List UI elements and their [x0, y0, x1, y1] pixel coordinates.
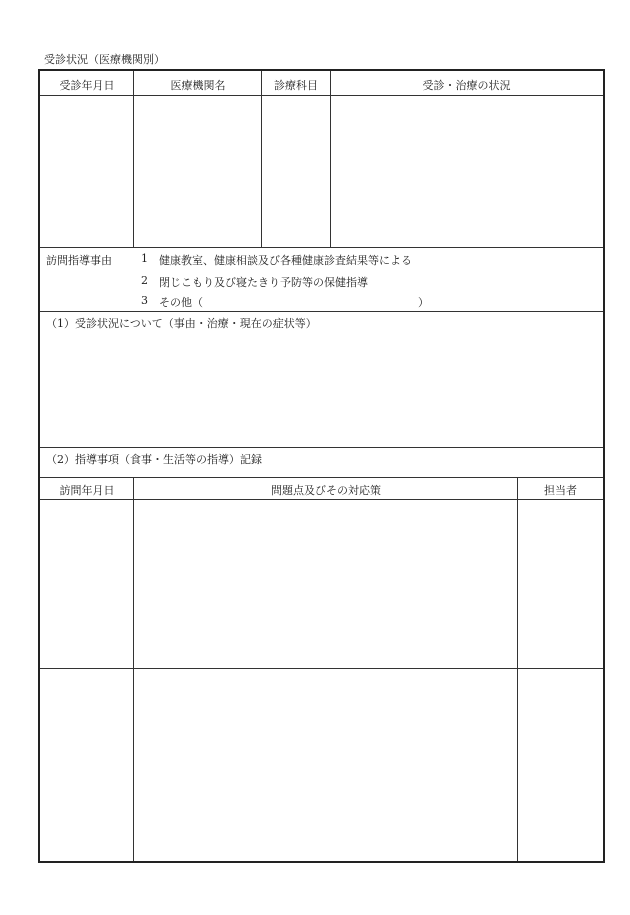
record2-staff-cell[interactable]: [518, 669, 603, 861]
institution-cell[interactable]: [134, 96, 261, 247]
header-staff: 担当者: [544, 484, 577, 497]
form-frame: [38, 69, 605, 863]
reason-item-2-text: 閉じこもり及び寝たきり予防等の保健指導: [159, 276, 368, 289]
record2-problems-cell[interactable]: [134, 669, 517, 861]
section1-notes-area[interactable]: [40, 333, 603, 447]
form-caption: 受診状況（医療機関別）: [44, 53, 165, 66]
reason-item-3-text: その他（: [159, 296, 203, 309]
reason-other-field[interactable]: [210, 292, 414, 308]
header-visit-date: 受診年月日: [59, 79, 115, 92]
reason-item-3-num: 3: [141, 294, 148, 307]
record1-date-cell[interactable]: [40, 500, 133, 668]
record2-date-cell[interactable]: [40, 669, 133, 861]
section2-title: （2）指導事項（食事・生活等の指導）記録: [46, 453, 262, 466]
header-visit-date-2: 訪問年月日: [59, 484, 115, 497]
department-cell[interactable]: [262, 96, 330, 247]
section-divider: [40, 247, 603, 248]
header-treatment-status: 受診・治療の状況: [422, 79, 511, 92]
header-institution: 医療機関名: [170, 79, 226, 92]
visit-date-cell[interactable]: [40, 96, 133, 247]
reason-item-2-num: 2: [141, 274, 148, 287]
section-divider: [40, 311, 603, 312]
reason-label: 訪問指導事由: [46, 254, 112, 267]
section-divider: [40, 447, 603, 448]
reason-item-1-num: 1: [141, 252, 148, 265]
reason-item-3-close: ）: [418, 296, 429, 309]
header-problems-measures: 問題点及びその対応策: [271, 484, 381, 497]
record1-problems-cell[interactable]: [134, 500, 517, 668]
reason-item-1-text: 健康教室、健康相談及び各種健康診査結果等による: [159, 254, 412, 267]
section-divider: [40, 477, 603, 478]
treatment-status-cell[interactable]: [331, 96, 603, 247]
record1-staff-cell[interactable]: [518, 500, 603, 668]
section1-title: （1）受診状況について（事由・治療・現在の症状等）: [46, 317, 317, 330]
header-department: 診療科目: [274, 79, 318, 92]
